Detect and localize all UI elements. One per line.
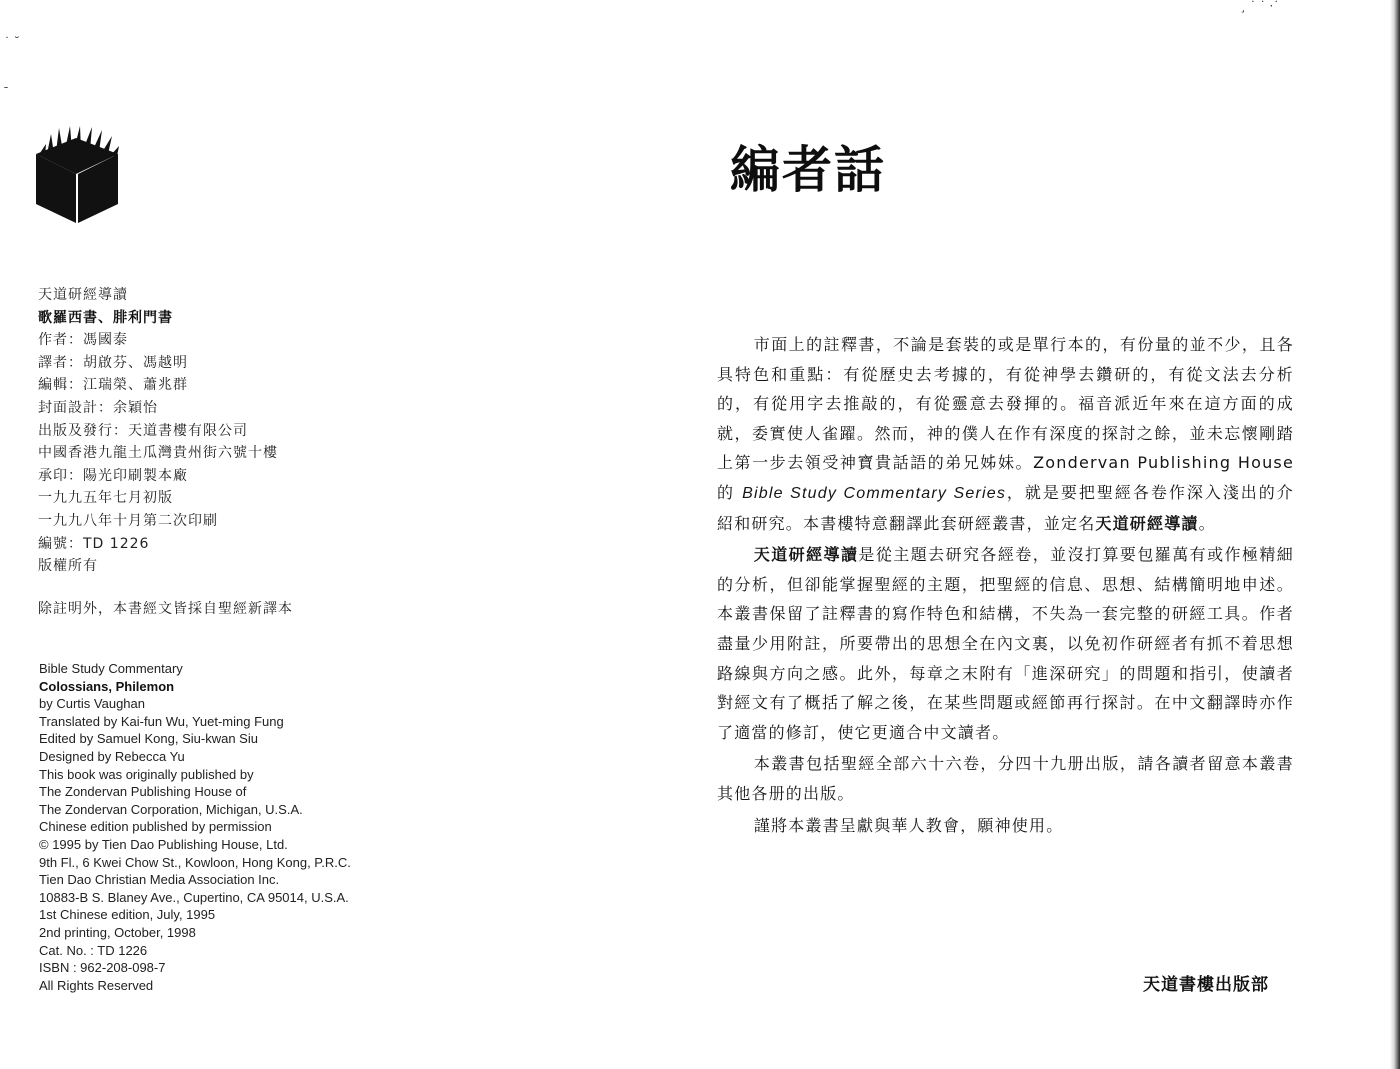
first-edition-en: 1st Chinese edition, July, 1995 [39, 907, 216, 923]
cn-copyright-block [38, 284, 678, 578]
para1-text-end: 。 [1198, 513, 1216, 533]
publisher-cn: 出版及發行：天道書樓有限公司 [38, 422, 248, 439]
rights-en: All Rights Reserved [39, 977, 154, 993]
book-title-cn: 歌羅西書、腓利門書 [38, 309, 173, 326]
preface-body [717, 330, 1294, 842]
preface-paragraph-4: 謹將本叢書呈獻與華人教會，願神使用。 [753, 815, 1064, 835]
translators-en: Translated by Kai-fun Wu, Yuet-ming Fung [39, 713, 284, 729]
publisher-signature: 天道書樓出版部 [1143, 975, 1269, 995]
translators-cn: 譯者：胡啟芬、馮越明 [38, 354, 188, 371]
preface-paragraph-3: 本叢書包括聖經全部六十六卷，分四十九册出版，請各讀者留意本叢書其他各册的出版。 [717, 754, 1294, 803]
series-name-cn: 天道研經導讀 [38, 287, 128, 303]
us-address-line: 10883-B S. Blaney Ave., Cupertino, CA 95014, U.S.A. [39, 889, 349, 905]
page-title: 編者話 [730, 141, 886, 199]
scan-speck: ˙ ˘ [4, 35, 20, 49]
author-cn: 作者：馮國泰 [38, 332, 128, 349]
catalog-number-cn: 編號：TD 1226 [38, 535, 150, 552]
us-association-line: Tien Dao Christian Media Association Inc. [39, 872, 280, 888]
catalog-number-en: Cat. No. : TD 1226 [39, 942, 148, 958]
original-publisher-line-1: This book was originally published by [39, 766, 254, 782]
series-name-bold: 天道研經導讀 [753, 545, 859, 565]
original-publisher-line-3: The Zondervan Corporation, Michigan, U.S.A. [39, 801, 303, 817]
series-name-bold: 天道研經導讀 [1095, 513, 1199, 533]
author-en: by Curtis Vaughan [39, 696, 145, 712]
printer-cn: 承印：陽光印刷製本廠 [38, 467, 188, 484]
cover-designer-cn: 封面設計：余穎怡 [38, 399, 158, 416]
publisher-address-cn: 中國香港九龍土瓜灣貴州街六號十樓 [38, 445, 278, 462]
book-title-en: Colossians, Philemon [39, 678, 175, 694]
original-publisher-line-2: The Zondervan Publishing House of [39, 784, 247, 800]
page-edge-shadow [1390, 0, 1400, 1069]
scripture-note: 除註明外，本書經文皆採自聖經新譯本 [38, 601, 293, 617]
editors-cn: 編輯：江瑞榮、蕭兆群 [38, 377, 188, 394]
para1-text-a: 市面上的註釋書，不論是套裝的或是單行本的，有份量的並不少，且各具特色和重點：有從歷史去考據的，有從神學去鑽研的，有從文法去分析的，有從用字去推敲的，有從靈意去發揮的。福音派近年來在這方面的成就，委實使人雀躍。然而，神的僕人在作有深度的探討之餘，並未忘懷剛踏上第一步去領受神寶貴話語的弟兄姊妹。Zondervan Publishing House 的 [717, 335, 1294, 502]
first-edition-cn: 一九九五年七月初版 [38, 490, 173, 507]
permission-line: Chinese edition published by permission [39, 819, 272, 835]
scan-speck: ˍ [3, 75, 9, 89]
rights-cn: 版權所有 [38, 558, 98, 575]
right-page [700, 0, 1400, 1069]
en-copyright-block [39, 660, 679, 994]
preface-paragraph-2 [717, 540, 1294, 747]
para2-text: 是從主題去研究各經卷，並沒打算要包羅萬有或作極精細的分析，但卻能掌握聖經的主題，把聖經的信息、思想、結構簡明地申述。本叢書保留了註釋書的寫作特色和結構，不失為一套完整的研經工具。作者盡量少用附註，所要帶出的思想全在內文裏，以免初作研經者有抓不着思想路線與方向之感。此外，每章之末附有「進深研究」的問題和指引，使讀者對經文有了概括了解之後，在某些問題或經節再行探討。在中文翻譯時亦作了適當的修訂，使它更適合中文讀者。 [717, 545, 1294, 742]
second-printing-cn: 一九九八年十月第二次印刷 [38, 512, 218, 529]
publisher-logo-icon [34, 126, 120, 224]
series-name-en: Bible Study Commentary [39, 661, 183, 676]
designer-en: Designed by Rebecca Yu [39, 748, 185, 764]
hk-address-line: 9th Fl., 6 Kwei Chow St., Kowloon, Hong Kong, P.R.C. [39, 854, 351, 870]
series-title-italic: Bible Study Commentary Series [742, 484, 1007, 502]
copyright-line: © 1995 by Tien Dao Publishing House, Ltd. [39, 836, 288, 852]
editors-en: Edited by Samuel Kong, Siu-kwan Siu [39, 731, 258, 747]
isbn-line: ISBN : 962-208-098-7 [39, 960, 166, 976]
preface-paragraph-1 [717, 330, 1294, 538]
para1-text-b: ，就是要把聖經各卷作深入淺出的介紹和研究。本書樓特意翻譯此套研經叢書，並定名 [717, 482, 1294, 533]
second-printing-en: 2nd printing, October, 1998 [39, 924, 196, 940]
scan-speck: ¸ ˙ ˙ ·˙ [1240, 0, 1280, 13]
